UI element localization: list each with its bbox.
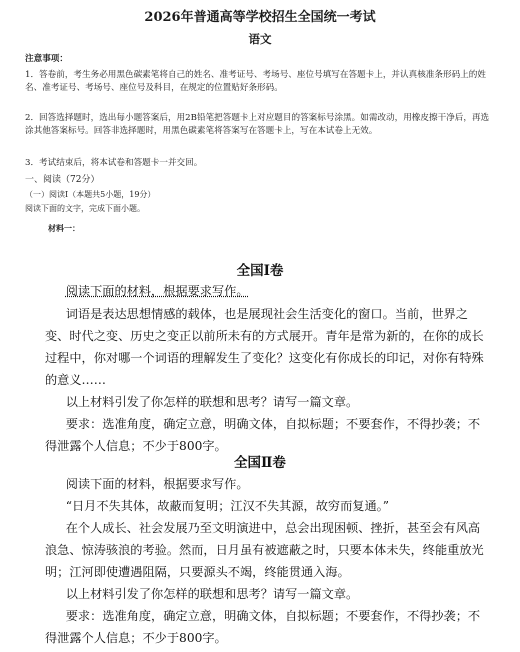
paper2-requirements: 要求：选准角度，确定立意，明确文体，自拟标题；不要套作，不得抄袭；不得泄露个人信息；不少于800字。 [45, 609, 481, 645]
paper2-quote: “日月不失其体，故蔽而复明；江汉不失其源，故穷而复通。” [65, 499, 389, 513]
paper2-heading: 全国Ⅱ卷 [234, 455, 286, 471]
exam-title: 2026年普通高等学校招生全国统一考试 [144, 10, 376, 25]
material-label: 材料一： [48, 223, 80, 233]
subject-title: 语文 [248, 32, 272, 46]
subsection-title: （一）阅读Ⅰ（本题共5小题，19分） [25, 190, 156, 199]
section-direction: 阅读下面的文字，完成下面小题。 [25, 204, 145, 213]
paper1-lead: 阅读下面的材料，根据要求写作。 [65, 284, 249, 298]
paper1-requirements: 要求：选准角度，确定立意，明确文体，自拟标题；不要套作，不得抄袭；不得泄露个人信息；不少于800字。 [45, 417, 481, 453]
notice-item-2: 2．回答选择题时，选出每小题答案后，用2B铅笔把答题卡上对应题目的答案标号涂黑。如需改动，用橡皮擦干净后，再选涂其他答案标号。回答非选择题时，用黑色碳素笔将答案写在答题卡上，写在本试卷上无效。 [25, 113, 490, 136]
notice-item-3: 3．考试结束后，将本试卷和答题卡一并交回。 [25, 158, 203, 168]
paper2-prompt: 以上材料引发了你怎样的联想和思考？请写一篇文章。 [65, 587, 359, 601]
paper1-heading: 全国Ⅰ卷 [236, 263, 284, 279]
paper2-body: 在个人成长、社会发展乃至文明演进中，总会出现困顿、挫折，甚至会有风高浪急、惊涛骇浪的考验。然而，日月虽有被遮蔽之时，只要本体未失，终能重放光明；江河即使遭遇阻隔，只要源头不竭，终能贯通入海。 [45, 521, 484, 579]
paper1-body: 词语是表达思想情感的载体，也是展现社会生活变化的窗口。当前，世界之变、时代之变、历史之变正以前所未有的方式展开。青年是常为新的，在你的成长过程中，你对哪一个词语的理解发生了变化？这变化有你成长的印记，对你有特殊的意义…… [45, 307, 484, 387]
section-title: 一、阅读（72分） [25, 175, 100, 185]
paper1-prompt: 以上材料引发了你怎样的联想和思考？请写一篇文章。 [65, 395, 359, 409]
notice-heading: 注意事项： [25, 54, 68, 64]
paper2-lead: 阅读下面的材料，根据要求写作。 [65, 477, 249, 491]
notice-item-1: 1．答卷前，考生务必用黑色碳素笔将自己的姓名、准考证号、考场号、座位号填写在答题卡上，并认真核准条形码上的姓名、准考证号、考场号、座位号及科目，在规定的位置贴好条形码。 [25, 70, 486, 93]
